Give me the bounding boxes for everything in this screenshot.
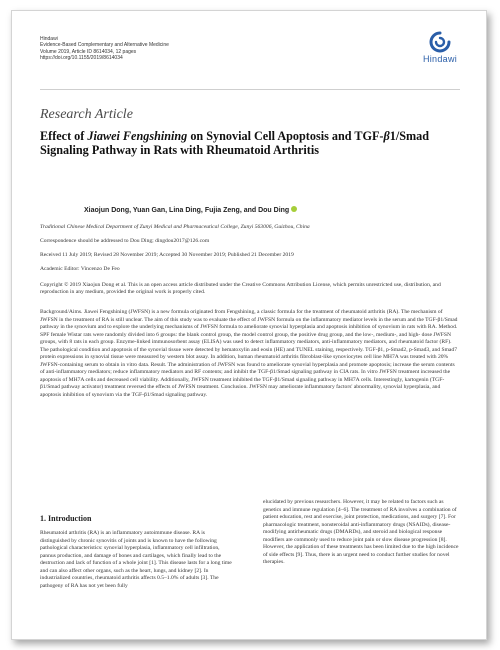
publisher-name: Hindawi (40, 36, 58, 42)
author-list (84, 206, 297, 214)
hindawi-logo-icon (429, 31, 451, 53)
publication-dates: Received 11 July 2019; Revised 28 November 2019; Accepted 30 November 2019; Published 21 December 2019 (40, 252, 294, 258)
hindawi-wordmark: Hindawi (422, 54, 458, 64)
article-type: Research Article (40, 107, 133, 122)
volume-info: Volume 2019, Article ID 8614034, 12 pages (40, 48, 137, 55)
title-part-4: β (383, 129, 390, 143)
correspondence: Correspondence should be addressed to Dou Ding; dingdou2017@126.com (40, 238, 210, 244)
abstract-text: Background/Aims. Jiawei Fengshining (JWFSN) is a new formula originated from Fengshining, a classic formula for the treatment of rheumatoid arthritis (RA). The mechanism of JWFSN in the treatment of RA is still unclear. The aim of this study was to evaluate the effect of JWFSN formula on the inflammatory mediator levels in the serum and the TGF-β1/Smad pathway in the synovium and to explore the underlying mechanisms of JWFSN formula to ameliorate synovial hyperplasia and apoptosis inhibition of synovium in rats with RA. Method. SPF female Wistar rats were randomly divided into 6 groups: the blank control group, the model control group, the positive drug group, and the low-, medium-, and high- dose JWFSN groups, with 8 rats in each group. Enzyme-linked immunosorbent assay (ELISA) was used to detect inflammatory mediators, anti-inflammatory mediators, and rheumatoid factor (RF). The pathological condition and apoptosis of the synovial tissue were detected by hematoxylin and eosin (HE) and TUNEL staining, respectively. TGF-β1, p-Smad2, p-Smad3, and Smad7 protein expressions in synovial tissue were measured by western blot assay. In addition, human rheumatoid arthritis fibroblast-like synoviocytes cell line MH7A was treated with 20% JWFSN-containing serum to obtain in vitro data. Result. The administration of JWFSN was found to ameliorate synovial hyperplasia and promote apoptosis; increase the serum contents of anti-inflammatory mediators; reduce inflammatory mediators and RF contents; and inhibit the TGF-β1/Smad signaling pathway in CIA rats. In vitro JWFSN treatment increased the apoptosis of MH7A cells and decreased cell viability. Additionally, JWFSN treatment inhibited the TGF-β1/Smad signaling pathway in MH7A cells. Interestingly, kartogenin (TGF-β1/Smad pathway activator) treatment reversed the effects of JWFSN treatment. Conclusion. JWFSN may ameliorate inflammatory factors' abnormality, synovial hyperplasia, and apoptosis inhibition of synovium via the TGF-β1/Smad signaling pathway. (40, 309, 458, 398)
body-column-left: Rheumatoid arthritis (RA) is an inflammatory autoimmune disease. RA is distinguished by chronic synovitis of joints and is known to have the following pathological characteristics: synovial hyperplasia, inflammatory cell infiltration, pannus production, and damage of bones and cartilages, which finally lead to the destruction and lack of function of a whole joint [1]. This disease lasts for a long time and can also affect other organs, such as the heart, lungs, and kidney [2]. In industrialized countries, rheumatoid arthritis affects 0.5–1.0% of adults [3]. The pathogeny of RA has not yet been fully (40, 530, 232, 589)
academic-editor: Academic Editor: Vincenzo De Feo (40, 266, 120, 272)
header-divider (40, 89, 460, 90)
doi-link[interactable]: https://doi.org/10.1155/2019/8614034 (40, 54, 123, 61)
title-part-5: 1/Smad Signaling Pathway in Rats with Rheumatoid Arthritis (40, 129, 430, 158)
orcid-icon[interactable] (291, 206, 297, 212)
title-part-2: Jiawei Fengshining (87, 129, 188, 143)
journal-header (40, 36, 169, 61)
author-names: Xiaojun Dong, Yuan Gan, Lina Ding, Fujia Zeng, and Dou Ding (84, 207, 290, 214)
title-part-1: Effect of (40, 129, 88, 143)
section-heading-introduction: 1. Introduction (40, 514, 92, 523)
article-title (40, 129, 440, 158)
body-column-right: elucidated by previous researchers. However, it may be related to factors such as genetics and immune regulation [4–6]. The treatment of RA involves a combination of patient education, rest and exercise, joint protection, medications, and surgery [7]. For pharmacologic treatment, nonsteroidal anti-inflammatory drugs (NSAIDs), disease-modifying antirheumatic drugs (DMARDs), and steroid and biological response modifiers are commonly used to reduce joint pain or slow disease progression [8]. However, the application of these treatments has been limited due to the high incidence of side effects [9]. Thus, there is an urgent need to conduct further studies for novel therapies. (263, 499, 459, 565)
title-part-3: on Synovial Cell Apoptosis and TGF- (187, 129, 384, 143)
article-page (11, 10, 487, 640)
abstract (40, 309, 460, 399)
affiliation: Traditional Chinese Medical Department of Zunyi Medical and Pharmaceutical College, Zunyi 563006, Guizhou, China (40, 224, 310, 230)
copyright-notice: Copyright © 2019 Xiaojun Dong et al. This is an open access article distributed under the Creative Commons Attribution License, which permits unrestricted use, distribution, and reproduction in any medium, provided the original work is properly cited. (40, 282, 441, 296)
journal-name: Evidence-Based Complementary and Alternative Medicine (40, 42, 169, 49)
hindawi-logo (420, 31, 460, 64)
